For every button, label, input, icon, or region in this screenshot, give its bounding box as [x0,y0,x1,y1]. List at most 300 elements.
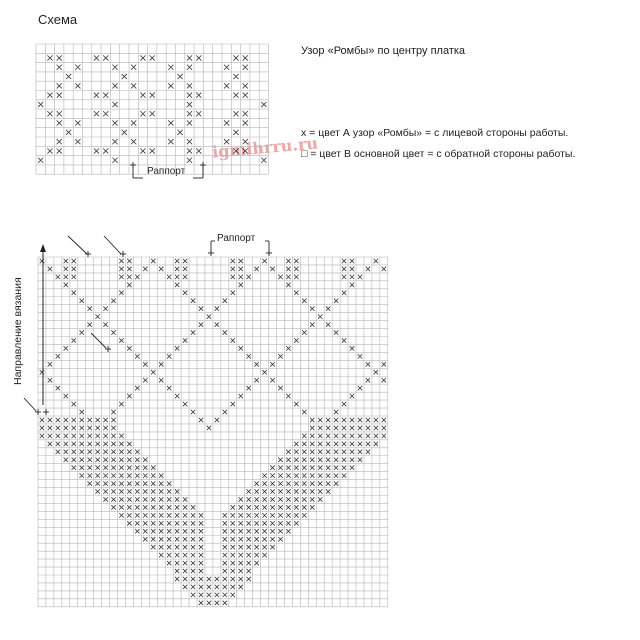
stitch-x-mark [318,442,322,446]
stitch-x-mark [334,457,338,461]
stitch-x-mark [167,275,171,279]
stitch-x-mark [191,569,195,573]
stitch-x-mark [278,473,282,477]
stitch-x-mark [48,426,52,430]
stitch-x-mark [233,93,238,98]
stitch-x-mark [318,489,322,493]
stitch-x-mark [135,497,139,501]
stitch-x-mark [140,111,145,116]
stitch-x-mark [79,457,83,461]
stitch-x-mark [79,465,83,469]
stitch-x-mark [48,442,52,446]
stitch-x-mark [175,394,179,398]
stitch-x-mark [350,457,354,461]
stitch-x-mark [199,545,203,549]
stitch-x-mark [167,497,171,501]
stitch-x-mark [127,481,131,485]
stitch-x-mark [183,513,187,517]
stitch-x-mark [127,465,131,469]
stitch-x-mark [150,55,155,60]
stitch-x-mark [238,577,242,581]
stitch-x-mark [286,465,290,469]
stitch-x-mark [175,513,179,517]
stitch-x-mark [196,148,201,153]
stitch-x-mark [143,529,147,533]
stitch-x-mark [223,298,227,302]
stitch-x-mark [302,489,306,493]
stitch-x-mark [119,275,123,279]
stitch-x-mark [199,553,203,557]
stitch-x-mark [270,545,274,549]
stitch-x-mark [135,275,139,279]
stitch-x-mark [143,505,147,509]
stitch-x-mark [95,314,99,318]
stitch-x-mark [207,585,211,589]
stitch-x-mark [103,111,108,116]
stitch-x-mark [95,442,99,446]
stitch-x-mark [103,148,108,153]
stitch-x-mark [270,513,274,517]
stitch-x-mark [278,513,282,517]
stitch-x-mark [262,513,266,517]
stitch-x-mark [199,585,203,589]
stitch-x-mark [111,473,115,477]
stitch-x-mark [366,442,370,446]
stitch-x-mark [75,120,80,125]
stitch-x-mark [199,537,203,541]
stitch-x-mark [127,450,131,454]
stitch-x-mark [286,513,290,517]
stitch-x-mark [231,577,235,581]
stitch-x-mark [175,267,179,271]
stitch-x-mark [119,434,123,438]
stitch-x-mark [310,418,314,422]
stitch-x-mark [262,521,266,525]
stitch-x-mark [246,553,250,557]
stitch-x-mark [243,120,248,125]
stitch-x-mark [382,362,386,366]
stitch-x-mark [66,74,71,79]
stitch-x-mark [286,497,290,501]
stitch-x-mark [183,275,187,279]
stitch-x-mark [246,354,250,358]
stitch-x-mark [310,473,314,477]
stitch-x-mark [243,139,248,144]
stitch-x-mark [254,267,258,271]
stitch-x-mark [326,426,330,430]
stitch-x-mark [342,291,346,295]
stitch-x-mark [278,537,282,541]
stitch-x-mark [199,521,203,525]
stitch-x-mark [254,362,258,366]
stitch-x-mark [374,442,378,446]
stitch-x-mark [87,322,91,326]
stitch-x-mark [254,545,258,549]
stitch-x-mark [231,402,235,406]
stitch-x-mark [72,275,76,279]
stitch-x-mark [278,465,282,469]
stitch-x-mark [366,418,370,422]
stitch-x-mark [233,55,238,60]
stitch-x-mark [112,65,117,70]
stitch-x-mark [191,410,195,414]
stitch-x-mark [262,259,266,263]
stitch-x-mark [75,65,80,70]
stitch-x-mark [103,322,107,326]
stitch-x-mark [183,291,187,295]
stitch-x-mark [374,434,378,438]
stitch-x-mark [175,561,179,565]
stitch-x-mark [191,330,195,334]
stitch-x-mark [350,394,354,398]
stitch-x-mark [215,601,219,605]
stitch-x-mark [57,55,62,60]
stitch-x-mark [199,593,203,597]
stitch-x-mark [187,83,192,88]
stitch-x-mark [150,111,155,116]
stitch-x-mark [310,497,314,501]
stitch-x-mark [318,450,322,454]
stitch-x-mark [254,553,258,557]
stitch-x-mark [326,465,330,469]
stitch-x-mark [382,378,386,382]
stitch-x-mark [103,465,107,469]
stitch-x-mark [294,497,298,501]
stitch-x-mark [334,298,338,302]
stitch-x-mark [342,465,346,469]
stitch-x-mark [143,473,147,477]
stitch-x-mark [175,505,179,509]
stitch-x-mark [270,489,274,493]
stitch-x-mark [72,267,76,271]
stitch-x-mark [238,585,242,589]
stitch-x-mark [223,585,227,589]
stitch-x-mark [318,426,322,430]
stitch-x-mark [187,111,192,116]
stitch-x-mark [151,505,155,509]
stitch-x-mark [243,55,248,60]
stitch-x-mark [223,513,227,517]
stitch-x-mark [87,465,91,469]
stitch-x-mark [358,442,362,446]
stitch-x-mark [151,489,155,493]
stitch-x-mark [111,418,115,422]
main-chart-grid [38,257,388,607]
stitch-x-mark [224,65,229,70]
stitch-x-mark [191,537,195,541]
stitch-x-mark [310,450,314,454]
stitch-x-mark [243,83,248,88]
stitch-x-mark [286,450,290,454]
stitch-x-mark [278,386,282,390]
stitch-x-mark [294,457,298,461]
stitch-x-mark [175,489,179,493]
stitch-x-mark [318,473,322,477]
stitch-x-mark [231,513,235,517]
stitch-x-mark [64,457,68,461]
stitch-x-mark [342,450,346,454]
stitch-x-mark [127,513,131,517]
stitch-x-mark [95,465,99,469]
stitch-x-mark [56,450,60,454]
stitch-x-mark [119,402,123,406]
stitch-x-mark [112,158,117,163]
stitch-x-mark [191,577,195,581]
stitch-x-mark [310,465,314,469]
stitch-x-mark [191,505,195,509]
stitch-x-mark [246,529,250,533]
stitch-x-mark [238,283,242,287]
stitch-x-mark [302,298,306,302]
stitch-x-mark [119,513,123,517]
stitch-x-mark [127,442,131,446]
stitch-x-mark [159,513,163,517]
stitch-x-mark [159,497,163,501]
watermark: igmihrru.ru [211,133,319,162]
stitch-x-mark [119,338,123,342]
stitch-x-mark [358,457,362,461]
stitch-x-mark [262,529,266,533]
stitch-x-mark [79,298,83,302]
stitch-x-mark [64,394,68,398]
stitch-x-mark [183,545,187,549]
stitch-x-mark [175,346,179,350]
stitch-x-mark [382,267,386,271]
stitch-x-mark [183,553,187,557]
stitch-x-mark [150,93,155,98]
stitch-x-mark [231,521,235,525]
stitch-x-mark [246,545,250,549]
stitch-x-mark [47,93,52,98]
stitch-x-mark [302,457,306,461]
stitch-x-mark [318,434,322,438]
stitch-x-mark [87,481,91,485]
stitch-x-mark [342,259,346,263]
stitch-x-mark [72,259,76,263]
stitch-x-mark [224,139,229,144]
stitch-x-mark [119,497,123,501]
stitch-x-mark [168,83,173,88]
stitch-x-mark [382,426,386,430]
stitch-x-mark [286,481,290,485]
legend-title: Узор «Ромбы» по центру платка [301,45,466,57]
stitch-x-mark [326,450,330,454]
stitch-x-mark [103,489,107,493]
stitch-x-mark [127,497,131,501]
stitch-x-mark [47,148,52,153]
stitch-x-mark [231,593,235,597]
stitch-x-mark [294,402,298,406]
stitch-x-mark [382,418,386,422]
stitch-x-mark [366,426,370,430]
stitch-x-mark [326,489,330,493]
stitch-x-mark [326,442,330,446]
stitch-x-mark [243,65,248,70]
stitch-x-mark [95,450,99,454]
stitch-x-mark [199,322,203,326]
stitch-x-mark [159,489,163,493]
stitch-x-mark [175,521,179,525]
stitch-x-mark [57,93,62,98]
direction-arrow-head [40,244,46,252]
stitch-x-mark [358,434,362,438]
stitch-x-mark [79,442,83,446]
stitch-x-mark [103,497,107,501]
stitch-x-mark [334,450,338,454]
stitch-x-mark [366,450,370,454]
stitch-x-mark [143,513,147,517]
stitch-x-mark [143,489,147,493]
stitch-x-mark [135,457,139,461]
stitch-x-mark [56,275,60,279]
stitch-x-mark [342,473,346,477]
stitch-x-mark [294,489,298,493]
stitch-x-mark [231,259,235,263]
stitch-x-mark [79,473,83,477]
stitch-x-mark [270,473,274,477]
stitch-x-mark [366,378,370,382]
stitch-x-mark [191,298,195,302]
stitch-x-mark [366,434,370,438]
stitch-x-mark [294,291,298,295]
stitch-x-mark [262,370,266,374]
stitch-x-mark [167,481,171,485]
stitch-x-mark [224,120,229,125]
stitch-x-mark [254,378,258,382]
stitch-x-mark [95,426,99,430]
stitch-x-mark [215,577,219,581]
stitch-x-mark [199,529,203,533]
stitch-x-mark [231,537,235,541]
stitch-x-mark [270,378,274,382]
stitch-x-mark [40,370,44,374]
stitch-x-mark [151,465,155,469]
stitch-x-mark [246,521,250,525]
stitch-x-mark [294,442,298,446]
stitch-x-mark [111,434,115,438]
stitch-x-mark [350,275,354,279]
stitch-x-mark [72,402,76,406]
stitch-x-mark [79,330,83,334]
stitch-x-mark [38,102,43,107]
stitch-x-mark [262,473,266,477]
stitch-x-mark [326,322,330,326]
stitch-x-mark [127,489,131,493]
stitch-x-mark [350,259,354,263]
stitch-x-mark [167,513,171,517]
stitch-x-mark [231,561,235,565]
stitch-x-mark [294,465,298,469]
stitch-x-mark [262,497,266,501]
stitch-x-mark [183,505,187,509]
stitch-x-mark [127,457,131,461]
stitch-x-mark [167,505,171,509]
stitch-x-mark [66,130,71,135]
stitch-x-mark [382,434,386,438]
stitch-x-mark [103,418,107,422]
stitch-x-mark [302,497,306,501]
rapport-label-main: Раппорт [217,233,256,244]
stitch-x-mark [79,418,83,422]
stitch-x-mark [231,338,235,342]
stitch-x-mark [207,601,211,605]
stitch-x-mark [310,481,314,485]
stitch-x-mark [358,426,362,430]
stitch-x-mark [150,148,155,153]
stitch-x-mark [286,457,290,461]
stitch-x-mark [223,545,227,549]
stitch-x-mark [64,259,68,263]
stitch-x-mark [87,434,91,438]
stitch-x-mark [159,267,163,271]
stitch-x-mark [95,489,99,493]
stitch-x-mark [294,275,298,279]
stitch-x-mark [223,553,227,557]
stitch-x-mark [358,386,362,390]
stitch-x-mark [95,418,99,422]
stitch-x-mark [286,473,290,477]
stitch-x-mark [151,481,155,485]
stitch-x-mark [79,434,83,438]
stitch-x-mark [127,259,131,263]
stitch-x-mark [112,83,117,88]
stitch-x-mark [223,577,227,581]
stitch-x-mark [167,386,171,390]
stitch-x-mark [334,330,338,334]
stitch-x-mark [207,577,211,581]
stitch-x-mark [56,426,60,430]
stitch-x-mark [119,481,123,485]
stitch-x-mark [294,338,298,342]
stitch-x-mark [302,513,306,517]
stitch-x-mark [111,481,115,485]
stitch-x-mark [238,545,242,549]
stitch-x-mark [111,426,115,430]
stitch-x-mark [187,148,192,153]
stitch-x-mark [302,473,306,477]
stitch-x-mark [119,489,123,493]
stitch-x-mark [233,74,238,79]
stitch-x-mark [127,473,131,477]
stitch-x-mark [72,450,76,454]
stitch-x-mark [167,354,171,358]
chart-title: Схема [38,12,78,27]
stitch-x-mark [95,473,99,477]
stitch-x-mark [111,489,115,493]
stitch-x-mark [64,426,68,430]
stitch-x-mark [167,561,171,565]
stitch-x-mark [310,457,314,461]
stitch-x-mark [183,402,187,406]
stitch-x-mark [286,521,290,525]
stitch-x-mark [159,529,163,533]
stitch-x-mark [326,457,330,461]
stitch-x-mark [231,275,235,279]
stitch-x-mark [342,267,346,271]
stitch-x-mark [175,497,179,501]
stitch-x-mark [72,465,76,469]
stitch-x-mark [278,457,282,461]
stitch-x-mark [94,93,99,98]
stitch-x-mark [207,314,211,318]
stitch-x-mark [366,267,370,271]
stitch-x-mark [334,418,338,422]
stitch-x-mark [374,370,378,374]
stitch-x-mark [261,102,266,107]
stitch-x-mark [318,314,322,318]
stitch-x-mark [159,473,163,477]
stitch-x-mark [103,55,108,60]
